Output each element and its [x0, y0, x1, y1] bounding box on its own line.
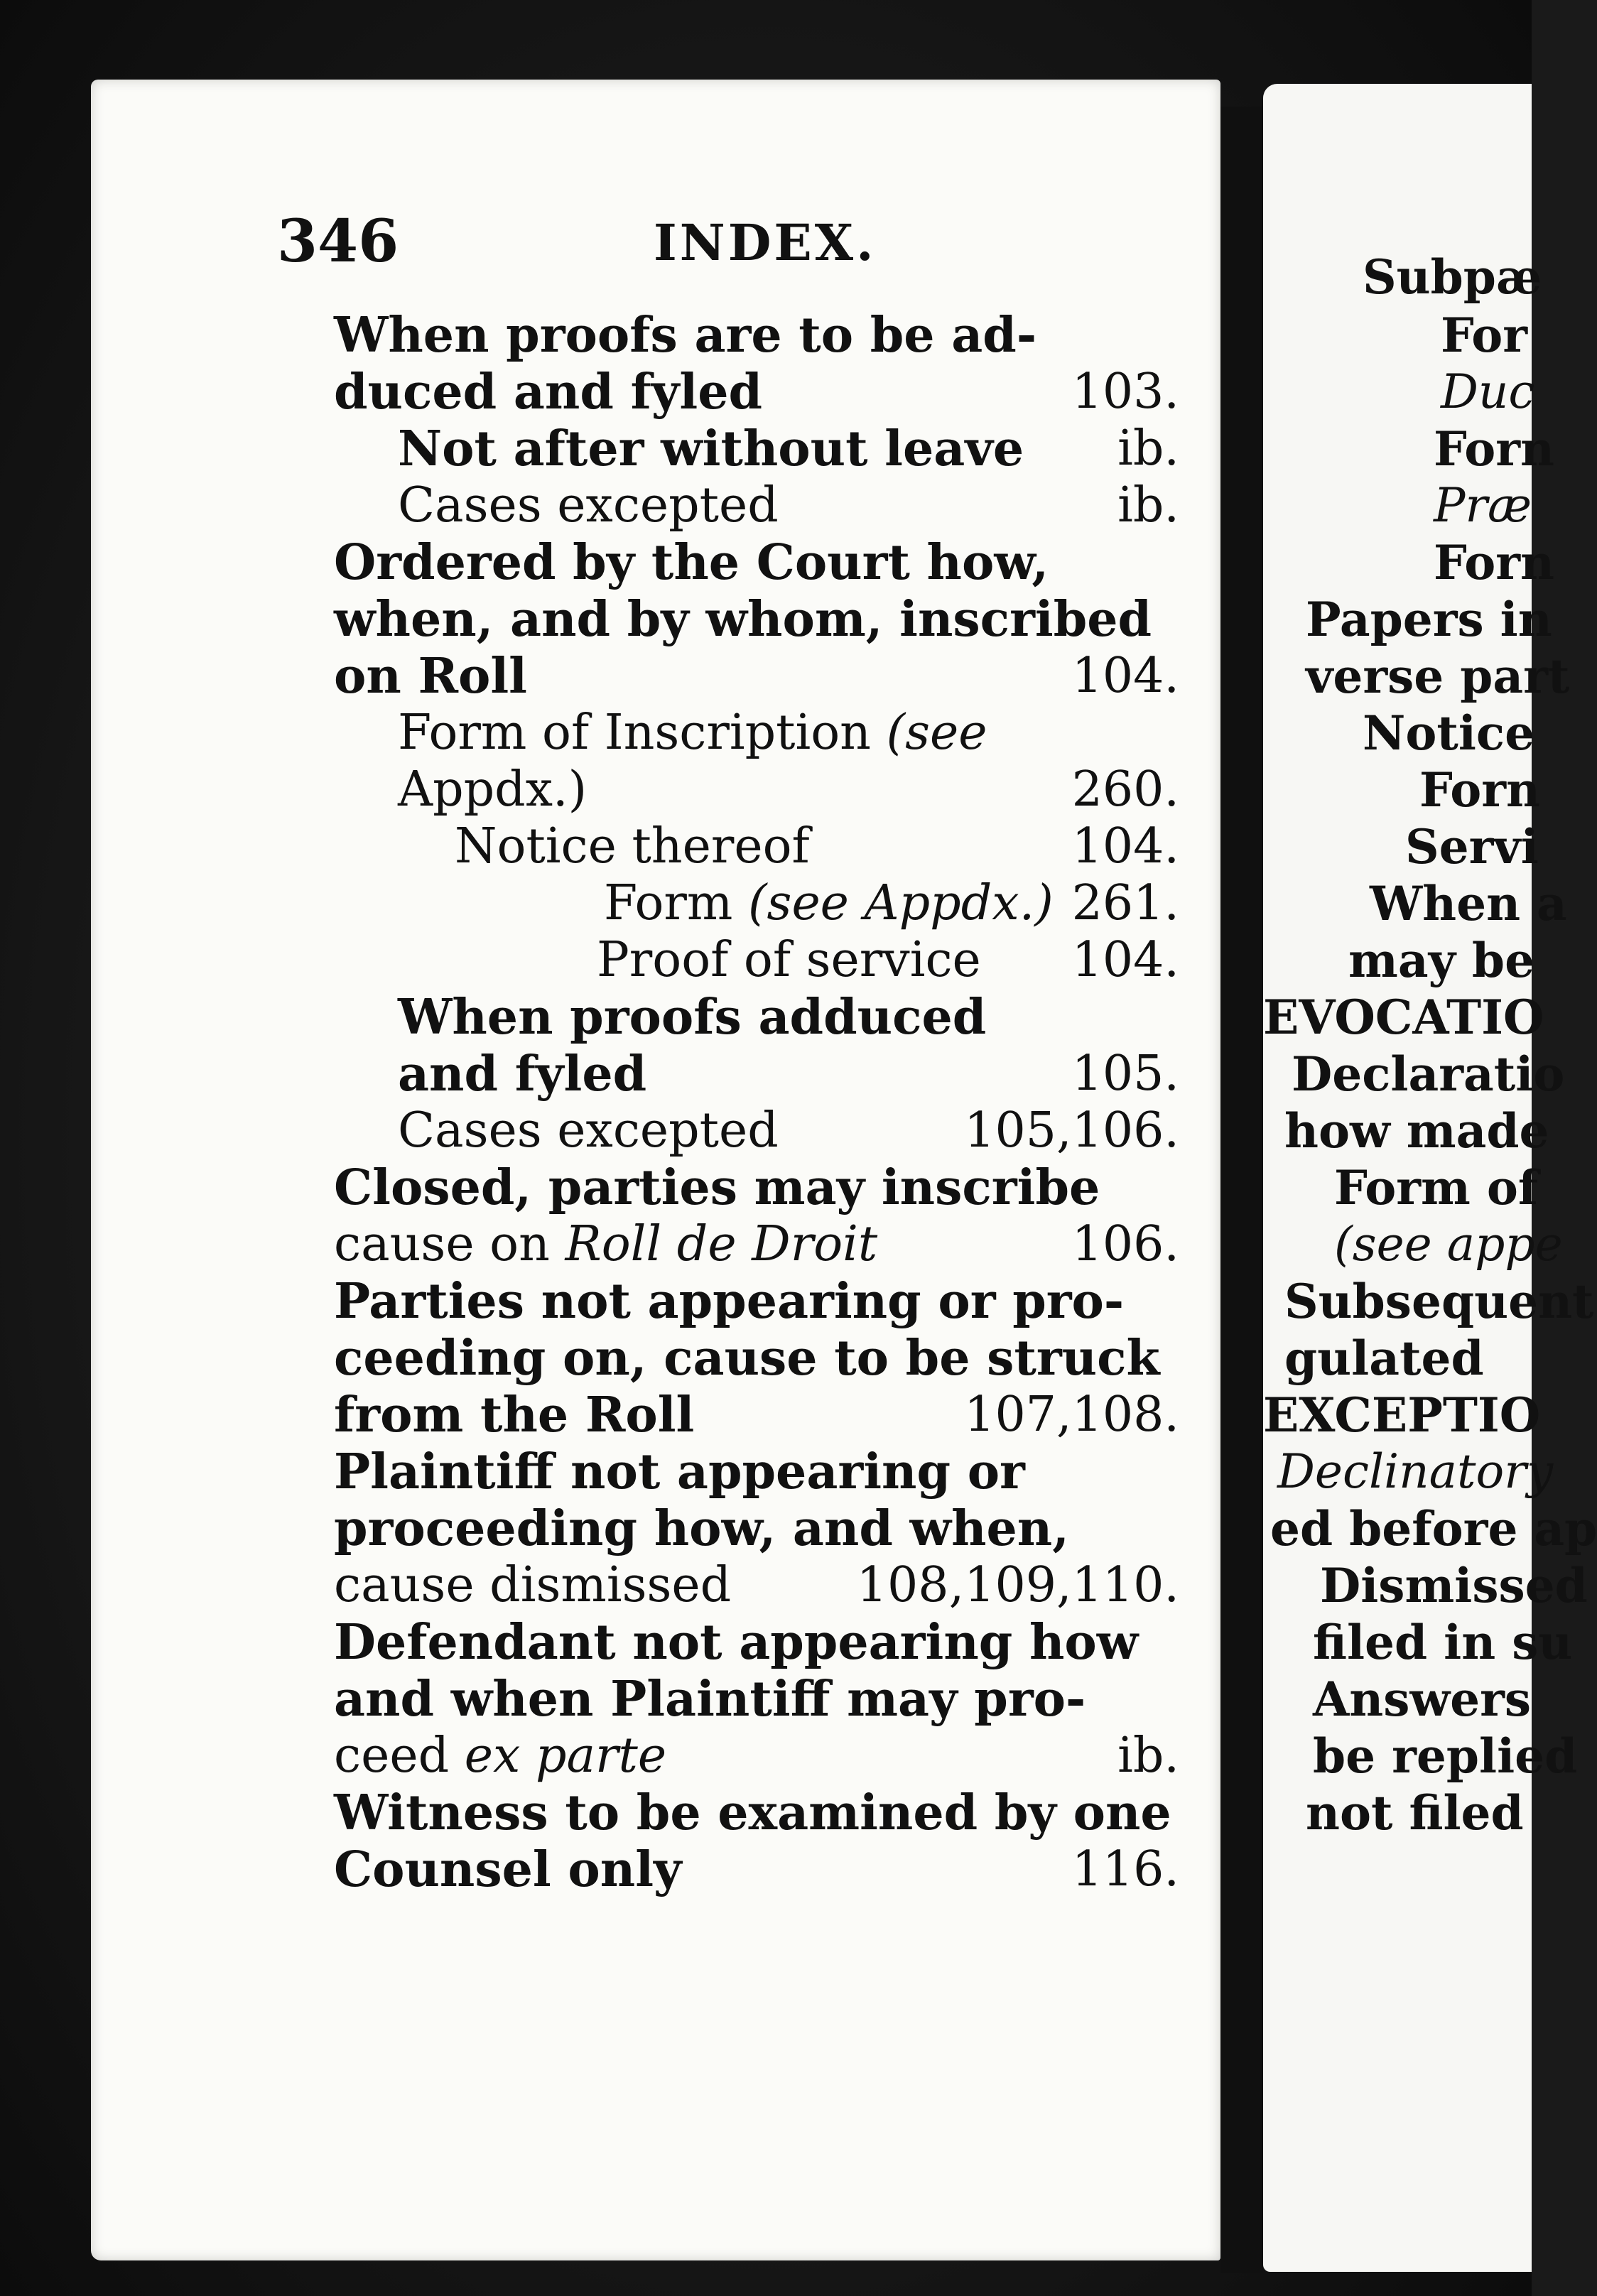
- right-page-fragment: gulated: [1284, 1331, 1484, 1386]
- entry-heading: When proofs are to be ad-: [334, 307, 1037, 364]
- entry-text: [334, 591, 1152, 648]
- right-page-fragment: Forn: [1434, 421, 1555, 477]
- entry-text: [604, 875, 1054, 932]
- entry-heading: and fyled: [398, 1046, 647, 1103]
- right-page-fragment: may be: [1348, 933, 1535, 988]
- entry-text: [398, 421, 1024, 477]
- entry-heading: when, and by whom, inscribed: [334, 591, 1152, 648]
- page-reference: 260.: [1071, 762, 1179, 818]
- right-page-fragment: Form of: [1334, 1160, 1539, 1215]
- entry-italic: (see: [886, 705, 987, 761]
- page-reference: 116.: [1071, 1841, 1179, 1897]
- entry-text: [334, 1671, 1086, 1728]
- entry-heading: on Roll: [334, 648, 527, 705]
- index-entry: [334, 591, 1179, 648]
- entry-heading: duced and fyled: [334, 364, 763, 421]
- right-page-fragment: Subsequent: [1284, 1274, 1594, 1329]
- right-page-fragment: When a: [1370, 876, 1567, 931]
- right-page-fragment: Forn: [1419, 762, 1541, 818]
- right-page-fragment: Notice: [1363, 705, 1535, 761]
- entry-text: [398, 705, 987, 762]
- page-reference: 104.: [1071, 932, 1179, 988]
- entry-text: [334, 1614, 1138, 1671]
- page-reference: 108,109,110.: [856, 1557, 1179, 1613]
- entry-italic: (see Appdx.): [748, 875, 1054, 931]
- entry-text: [334, 1159, 1100, 1216]
- right-page-fragment: ed before ap: [1270, 1501, 1597, 1556]
- entry-heading: Cases excepted: [398, 1103, 779, 1159]
- right-page-fragment: Duc: [1441, 364, 1535, 419]
- entry-heading: Parties not appearing or pro-: [334, 1273, 1125, 1330]
- index-entry: [334, 1387, 1179, 1444]
- right-page: [1263, 84, 1597, 2272]
- entry-text: [334, 1841, 682, 1898]
- index-entry: [334, 307, 1179, 364]
- entry-heading: Not after without leave: [398, 421, 1024, 477]
- right-page-fragment: how made: [1284, 1103, 1549, 1159]
- index-entry: [334, 989, 1179, 1046]
- index-entry: [334, 932, 1179, 989]
- page-reference: 103.: [1071, 364, 1179, 420]
- entry-heading: proceeding how, and when,: [334, 1500, 1069, 1557]
- right-page-fragment: Servi: [1405, 819, 1539, 874]
- entry-text: [334, 307, 1036, 364]
- right-page-fragment: filed in su: [1313, 1615, 1573, 1670]
- entry-heading: cause dismissed: [334, 1557, 732, 1613]
- book-gutter: [1220, 107, 1263, 2273]
- page-reference: 104.: [1071, 648, 1179, 704]
- right-page-fragment: Dismissed: [1320, 1558, 1588, 1613]
- page-reference: ib.: [1117, 1728, 1179, 1784]
- page-title: INDEX.: [654, 213, 877, 272]
- right-page-fragment: Forn: [1434, 535, 1555, 590]
- page-reference: 106.: [1071, 1216, 1179, 1272]
- index-entry: [334, 1728, 1179, 1785]
- page-reference: 107,108.: [964, 1387, 1179, 1443]
- entry-heading: When proofs adduced: [398, 989, 987, 1046]
- index-entry: [334, 1841, 1179, 1898]
- index-entry: [334, 818, 1179, 875]
- entry-text: [398, 762, 587, 818]
- page-number: 346: [277, 207, 399, 276]
- entry-heading: Form of Inscription: [398, 705, 871, 761]
- entry-italic: ex parte: [464, 1728, 667, 1784]
- index-entry: [334, 1159, 1179, 1216]
- entry-text: [334, 1728, 666, 1785]
- index-entry: [334, 1671, 1179, 1728]
- index-entry: [334, 364, 1179, 421]
- entry-heading: Ordered by the Court how,: [334, 534, 1049, 591]
- entry-text: [334, 534, 1049, 591]
- entry-heading: and when Plaintiff may pro-: [334, 1671, 1086, 1728]
- right-page-fragment: Declaratio: [1292, 1046, 1565, 1102]
- entry-text: [334, 648, 527, 705]
- index-entry: [334, 1444, 1179, 1500]
- entry-text: [334, 1785, 1171, 1841]
- index-entry: [334, 1557, 1179, 1614]
- right-page-fragment: EVOCATIO: [1263, 990, 1544, 1045]
- right-page-fragment: Subpæ: [1363, 249, 1542, 305]
- entry-heading: Appdx.): [398, 762, 588, 818]
- entry-heading: from the Roll: [334, 1387, 695, 1444]
- right-page-fragment: Præ: [1434, 478, 1532, 533]
- entry-heading: Defendant not appearing how: [334, 1614, 1139, 1671]
- entry-heading: Counsel only: [334, 1841, 682, 1898]
- entry-heading: Proof of service: [597, 932, 981, 988]
- index-entry: [334, 1330, 1179, 1387]
- page-reference: ib.: [1117, 477, 1179, 534]
- entry-text: [334, 1216, 877, 1273]
- entry-heading: Form: [604, 875, 733, 931]
- right-page-fragment: For: [1441, 308, 1528, 363]
- index-entry: [334, 705, 1179, 762]
- right-page-fragment: Declinatory: [1277, 1444, 1554, 1499]
- page-reference: ib.: [1117, 421, 1179, 477]
- entry-text: [398, 1103, 779, 1159]
- page-reference: 261.: [1071, 875, 1179, 931]
- entry-text: [334, 1273, 1124, 1330]
- page-reference: 104.: [1071, 818, 1179, 874]
- entry-text: [455, 818, 810, 875]
- entry-italic: Roll de Droit: [565, 1216, 878, 1272]
- entry-text: [398, 477, 779, 534]
- entry-text: [398, 989, 986, 1046]
- entry-text: [334, 1444, 1025, 1500]
- right-page-fragment: Answers: [1313, 1672, 1532, 1727]
- right-page-fragment: not filed: [1306, 1785, 1524, 1841]
- right-page-fragment: (see appe: [1334, 1217, 1563, 1272]
- index-entry: [334, 1614, 1179, 1671]
- right-page-fragment: be replied: [1313, 1728, 1578, 1784]
- index-entry: [334, 1500, 1179, 1557]
- right-page-fragment: Papers in: [1306, 592, 1552, 647]
- index-entry: [334, 534, 1179, 591]
- index-entry: [334, 1216, 1179, 1273]
- entry-text: [334, 1557, 731, 1614]
- index-entry: [334, 1273, 1179, 1330]
- entry-heading: Plaintiff not appearing or: [334, 1444, 1025, 1500]
- entry-text: [334, 364, 762, 421]
- entry-heading: Witness to be examined by one: [334, 1785, 1171, 1841]
- page-reference: 105.: [1071, 1046, 1179, 1102]
- entry-heading: Closed, parties may inscribe: [334, 1159, 1100, 1216]
- entry-text: [334, 1330, 1160, 1387]
- index-entry: [334, 1046, 1179, 1103]
- entry-text: [597, 932, 981, 989]
- page-reference: 105,106.: [964, 1103, 1179, 1159]
- entry-text: [334, 1500, 1069, 1557]
- entry-heading: cause on: [334, 1216, 550, 1272]
- index-entry: [334, 762, 1179, 818]
- right-page-fragment: verse part: [1306, 649, 1570, 704]
- right-page-fragment: EXCEPTIO: [1263, 1387, 1541, 1443]
- index-entry: [334, 648, 1179, 705]
- index-entry: [334, 421, 1179, 477]
- entry-heading: Cases excepted: [398, 477, 779, 534]
- entry-text: [334, 1387, 694, 1444]
- entry-heading: ceeding on, cause to be struck: [334, 1330, 1160, 1387]
- entry-heading: Notice thereof: [455, 818, 810, 874]
- index-entry: [334, 1103, 1179, 1159]
- entry-text: [398, 1046, 646, 1103]
- index-entry: [334, 875, 1179, 932]
- entry-heading: ceed: [334, 1728, 450, 1784]
- index-entry: [334, 477, 1179, 534]
- index-entry: [334, 1785, 1179, 1841]
